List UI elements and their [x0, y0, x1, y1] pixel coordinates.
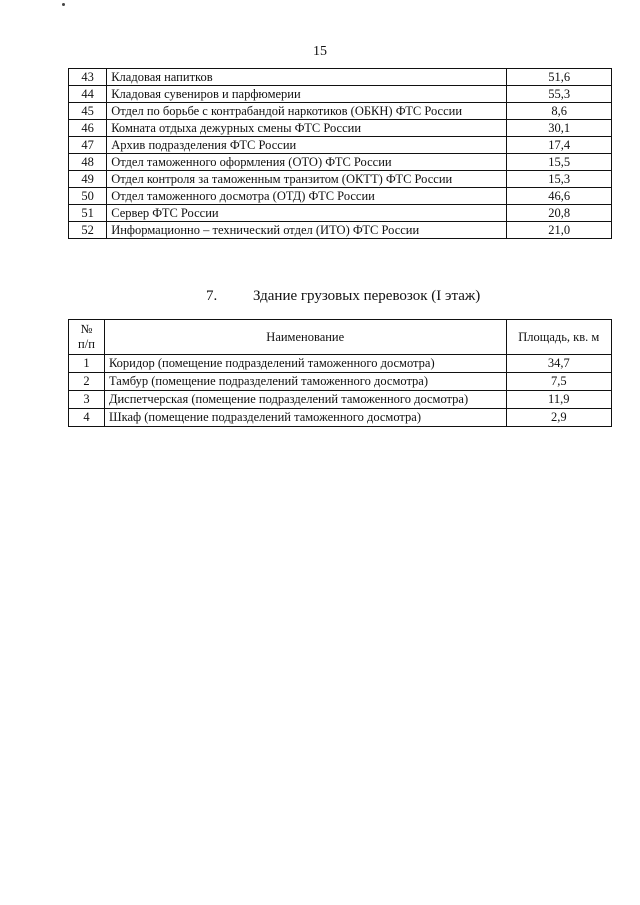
- table-row: [69, 86, 612, 103]
- room-name: Отдел таможенного досмотра (ОТД) ФТС России: [107, 188, 507, 205]
- table-row: [69, 188, 612, 205]
- header-area: Площадь, кв. м: [506, 320, 611, 355]
- row-number: 1: [69, 355, 105, 373]
- table-row: [69, 154, 612, 171]
- table-row: [69, 103, 612, 120]
- section-number: 7.: [206, 288, 218, 304]
- rooms-table-continued: [68, 68, 612, 239]
- row-number: 46: [69, 120, 107, 137]
- room-name: Архив подразделения ФТС России: [107, 137, 507, 154]
- table-row: [69, 373, 612, 391]
- room-area: 20,8: [507, 205, 612, 222]
- table-header-row: [69, 320, 612, 355]
- row-number: 52: [69, 222, 107, 239]
- header-number: [69, 320, 105, 355]
- row-number: 50: [69, 188, 107, 205]
- room-area: 8,6: [507, 103, 612, 120]
- table-row: [69, 355, 612, 373]
- header-number-symbol: №: [80, 322, 93, 336]
- room-name: Тамбур (помещение подразделений таможенного досмотра): [104, 373, 506, 391]
- room-area: 7,5: [506, 373, 611, 391]
- room-name: Отдел контроля за таможенным транзитом (ОКТТ) ФТС России: [107, 171, 507, 188]
- room-name: Отдел по борьбе с контрабандой наркотиков (ОБКН) ФТС России: [107, 103, 507, 120]
- room-area: 15,3: [507, 171, 612, 188]
- room-area: 34,7: [506, 355, 611, 373]
- row-number: 4: [69, 409, 105, 427]
- room-area: 30,1: [507, 120, 612, 137]
- row-number: 45: [69, 103, 107, 120]
- table-row: [69, 409, 612, 427]
- page-number: 15: [313, 44, 327, 59]
- table-row: [69, 120, 612, 137]
- row-number: 47: [69, 137, 107, 154]
- table-row: [69, 222, 612, 239]
- room-name: Комната отдыха дежурных смены ФТС России: [107, 120, 507, 137]
- row-number: 2: [69, 373, 105, 391]
- room-name: Шкаф (помещение подразделений таможенного досмотра): [104, 409, 506, 427]
- row-number: 51: [69, 205, 107, 222]
- room-name: Отдел таможенного оформления (ОТО) ФТС России: [107, 154, 507, 171]
- room-name: Коридор (помещение подразделений таможенного досмотра): [104, 355, 506, 373]
- table-row: [69, 205, 612, 222]
- room-area: 2,9: [506, 409, 611, 427]
- header-number-abbrev: п/п: [78, 337, 95, 351]
- room-area: 51,6: [507, 69, 612, 86]
- row-number: 49: [69, 171, 107, 188]
- room-name: Диспетчерская (помещение подразделений таможенного досмотра): [104, 391, 506, 409]
- row-number: 3: [69, 391, 105, 409]
- room-name: Кладовая напитков: [107, 69, 507, 86]
- section-title: Здание грузовых перевозок (I этаж): [253, 288, 481, 304]
- cargo-building-rooms-table: [68, 319, 612, 427]
- room-name: Кладовая сувениров и парфюмерии: [107, 86, 507, 103]
- header-name: Наименование: [104, 320, 506, 355]
- row-number: 44: [69, 86, 107, 103]
- room-area: 11,9: [506, 391, 611, 409]
- row-number: 43: [69, 69, 107, 86]
- row-number: 48: [69, 154, 107, 171]
- room-area: 15,5: [507, 154, 612, 171]
- table-row: [69, 69, 612, 86]
- room-area: 17,4: [507, 137, 612, 154]
- room-name: Сервер ФТС России: [107, 205, 507, 222]
- table-row: [69, 171, 612, 188]
- room-area: 21,0: [507, 222, 612, 239]
- table-row: [69, 391, 612, 409]
- table-row: [69, 137, 612, 154]
- room-area: 55,3: [507, 86, 612, 103]
- scan-mark: [62, 3, 65, 6]
- room-name: Информационно – технический отдел (ИТО) ФТС России: [107, 222, 507, 239]
- room-area: 46,6: [507, 188, 612, 205]
